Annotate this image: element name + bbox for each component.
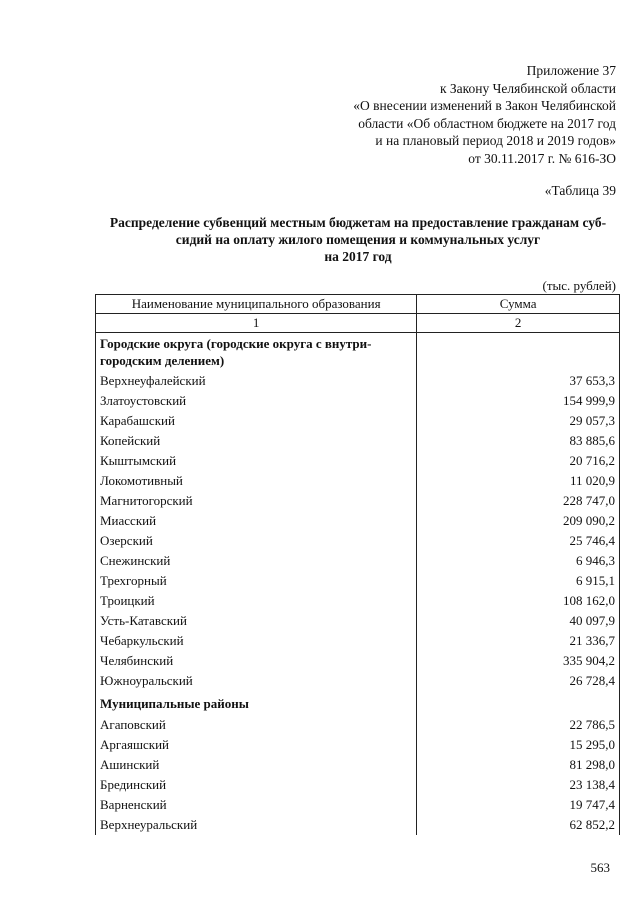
appendix-line: от 30.11.2017 г. № 616-ЗО (468, 150, 616, 166)
table-row (96, 391, 620, 411)
subsidy-amount: 22 786,5 (417, 715, 620, 735)
section-row (96, 333, 620, 372)
table-row (96, 511, 620, 531)
municipality-name: Кыштымский (96, 451, 417, 471)
subsidy-amount: 40 097,9 (417, 611, 620, 631)
subsidy-amount: 209 090,2 (417, 511, 620, 531)
section-value-empty (417, 333, 620, 372)
municipality-name: Ашинский (96, 755, 417, 775)
subsidy-amount: 26 728,4 (417, 671, 620, 691)
subsidy-amount: 20 716,2 (417, 451, 620, 471)
table-row (96, 531, 620, 551)
subsidy-amount: 154 999,9 (417, 391, 620, 411)
municipality-name: Брединский (96, 775, 417, 795)
municipality-name: Аргаяшский (96, 735, 417, 755)
table-row (96, 671, 620, 691)
column-header-sum: Сумма (417, 295, 620, 314)
section-value-empty (417, 691, 620, 715)
table-reference: «Таблица 39 (544, 183, 616, 198)
column-number-row (96, 314, 620, 333)
table-header-row (96, 295, 620, 314)
page-number: 563 (590, 860, 610, 875)
municipality-name: Варненский (96, 795, 417, 815)
municipality-name: Магнитогорский (96, 491, 417, 511)
title-line: сидий на оплату жилого помещения и коммунальных услуг (175, 232, 541, 247)
table-row (96, 775, 620, 795)
table-row (96, 491, 620, 511)
table-row (96, 371, 620, 391)
table-row (96, 411, 620, 431)
municipality-name: Челябинский (96, 651, 417, 671)
municipality-name: Златоустовский (96, 391, 417, 411)
municipality-name: Троицкий (96, 591, 417, 611)
subsidy-amount: 335 904,2 (417, 651, 620, 671)
table-body (96, 333, 620, 836)
table-row (96, 551, 620, 571)
subsidy-amount: 29 057,3 (417, 411, 620, 431)
subsidy-amount: 228 747,0 (417, 491, 620, 511)
subsidy-amount: 19 747,4 (417, 795, 620, 815)
municipality-name: Верхнеуфалейский (96, 371, 417, 391)
subsidy-amount: 11 020,9 (417, 471, 620, 491)
title-line: Распределение субвенций местным бюджетам на предоставление гражданам суб- (109, 215, 607, 230)
subsidy-amount: 21 336,7 (417, 631, 620, 651)
subsidy-amount: 62 852,2 (417, 815, 620, 835)
table-row (96, 571, 620, 591)
municipality-name: Агаповский (96, 715, 417, 735)
subsidy-amount: 23 138,4 (417, 775, 620, 795)
table-row (96, 431, 620, 451)
column-number: 2 (417, 314, 620, 333)
table-row (96, 735, 620, 755)
municipality-name: Копейский (96, 431, 417, 451)
subsidy-table (95, 294, 620, 835)
title-line: на 2017 год (324, 249, 392, 264)
municipality-name: Озерский (96, 531, 417, 551)
subsidy-amount: 37 653,3 (417, 371, 620, 391)
subsidy-amount: 81 298,0 (417, 755, 620, 775)
column-number: 1 (96, 314, 417, 333)
appendix-line: области «Об областном бюджете на 2017 год (358, 115, 616, 131)
municipality-name: Снежинский (96, 551, 417, 571)
table-row (96, 451, 620, 471)
municipality-name: Верхнеуральский (96, 815, 417, 835)
table-row (96, 715, 620, 735)
section-row (96, 691, 620, 715)
appendix-header (256, 62, 616, 167)
subsidy-amount: 15 295,0 (417, 735, 620, 755)
appendix-line: «О внесении изменений в Закон Челябинской (353, 98, 616, 113)
municipality-name: Усть-Катавский (96, 611, 417, 631)
appendix-line: и на плановый период 2018 и 2019 годов» (375, 133, 616, 148)
municipality-name: Локомотивный (96, 471, 417, 491)
table-row (96, 591, 620, 611)
municipality-name: Южноуральский (96, 671, 417, 691)
table-row (96, 611, 620, 631)
section-title: Муниципальные районы (96, 691, 417, 715)
table-row (96, 815, 620, 835)
document-title (96, 214, 620, 265)
appendix-line: к Закону Челябинской области (439, 80, 616, 96)
subsidy-amount: 108 162,0 (417, 591, 620, 611)
subsidy-amount: 25 746,4 (417, 531, 620, 551)
section-title: Городские округа (городские округа с внутри-городским делением) (96, 333, 417, 372)
subsidy-amount: 6 915,1 (417, 571, 620, 591)
column-header-name: Наименование муниципального образования (96, 295, 417, 314)
table-row (96, 795, 620, 815)
municipality-name: Карабашский (96, 411, 417, 431)
units-label: (тыс. рублей) (542, 278, 616, 293)
table-row (96, 471, 620, 491)
municipality-name: Чебаркульский (96, 631, 417, 651)
table-row (96, 631, 620, 651)
table-row (96, 755, 620, 775)
municipality-name: Миасский (96, 511, 417, 531)
subsidy-amount: 83 885,6 (417, 431, 620, 451)
subsidy-amount: 6 946,3 (417, 551, 620, 571)
appendix-line: Приложение 37 (526, 63, 616, 78)
municipality-name: Трехгорный (96, 571, 417, 591)
table-row (96, 651, 620, 671)
